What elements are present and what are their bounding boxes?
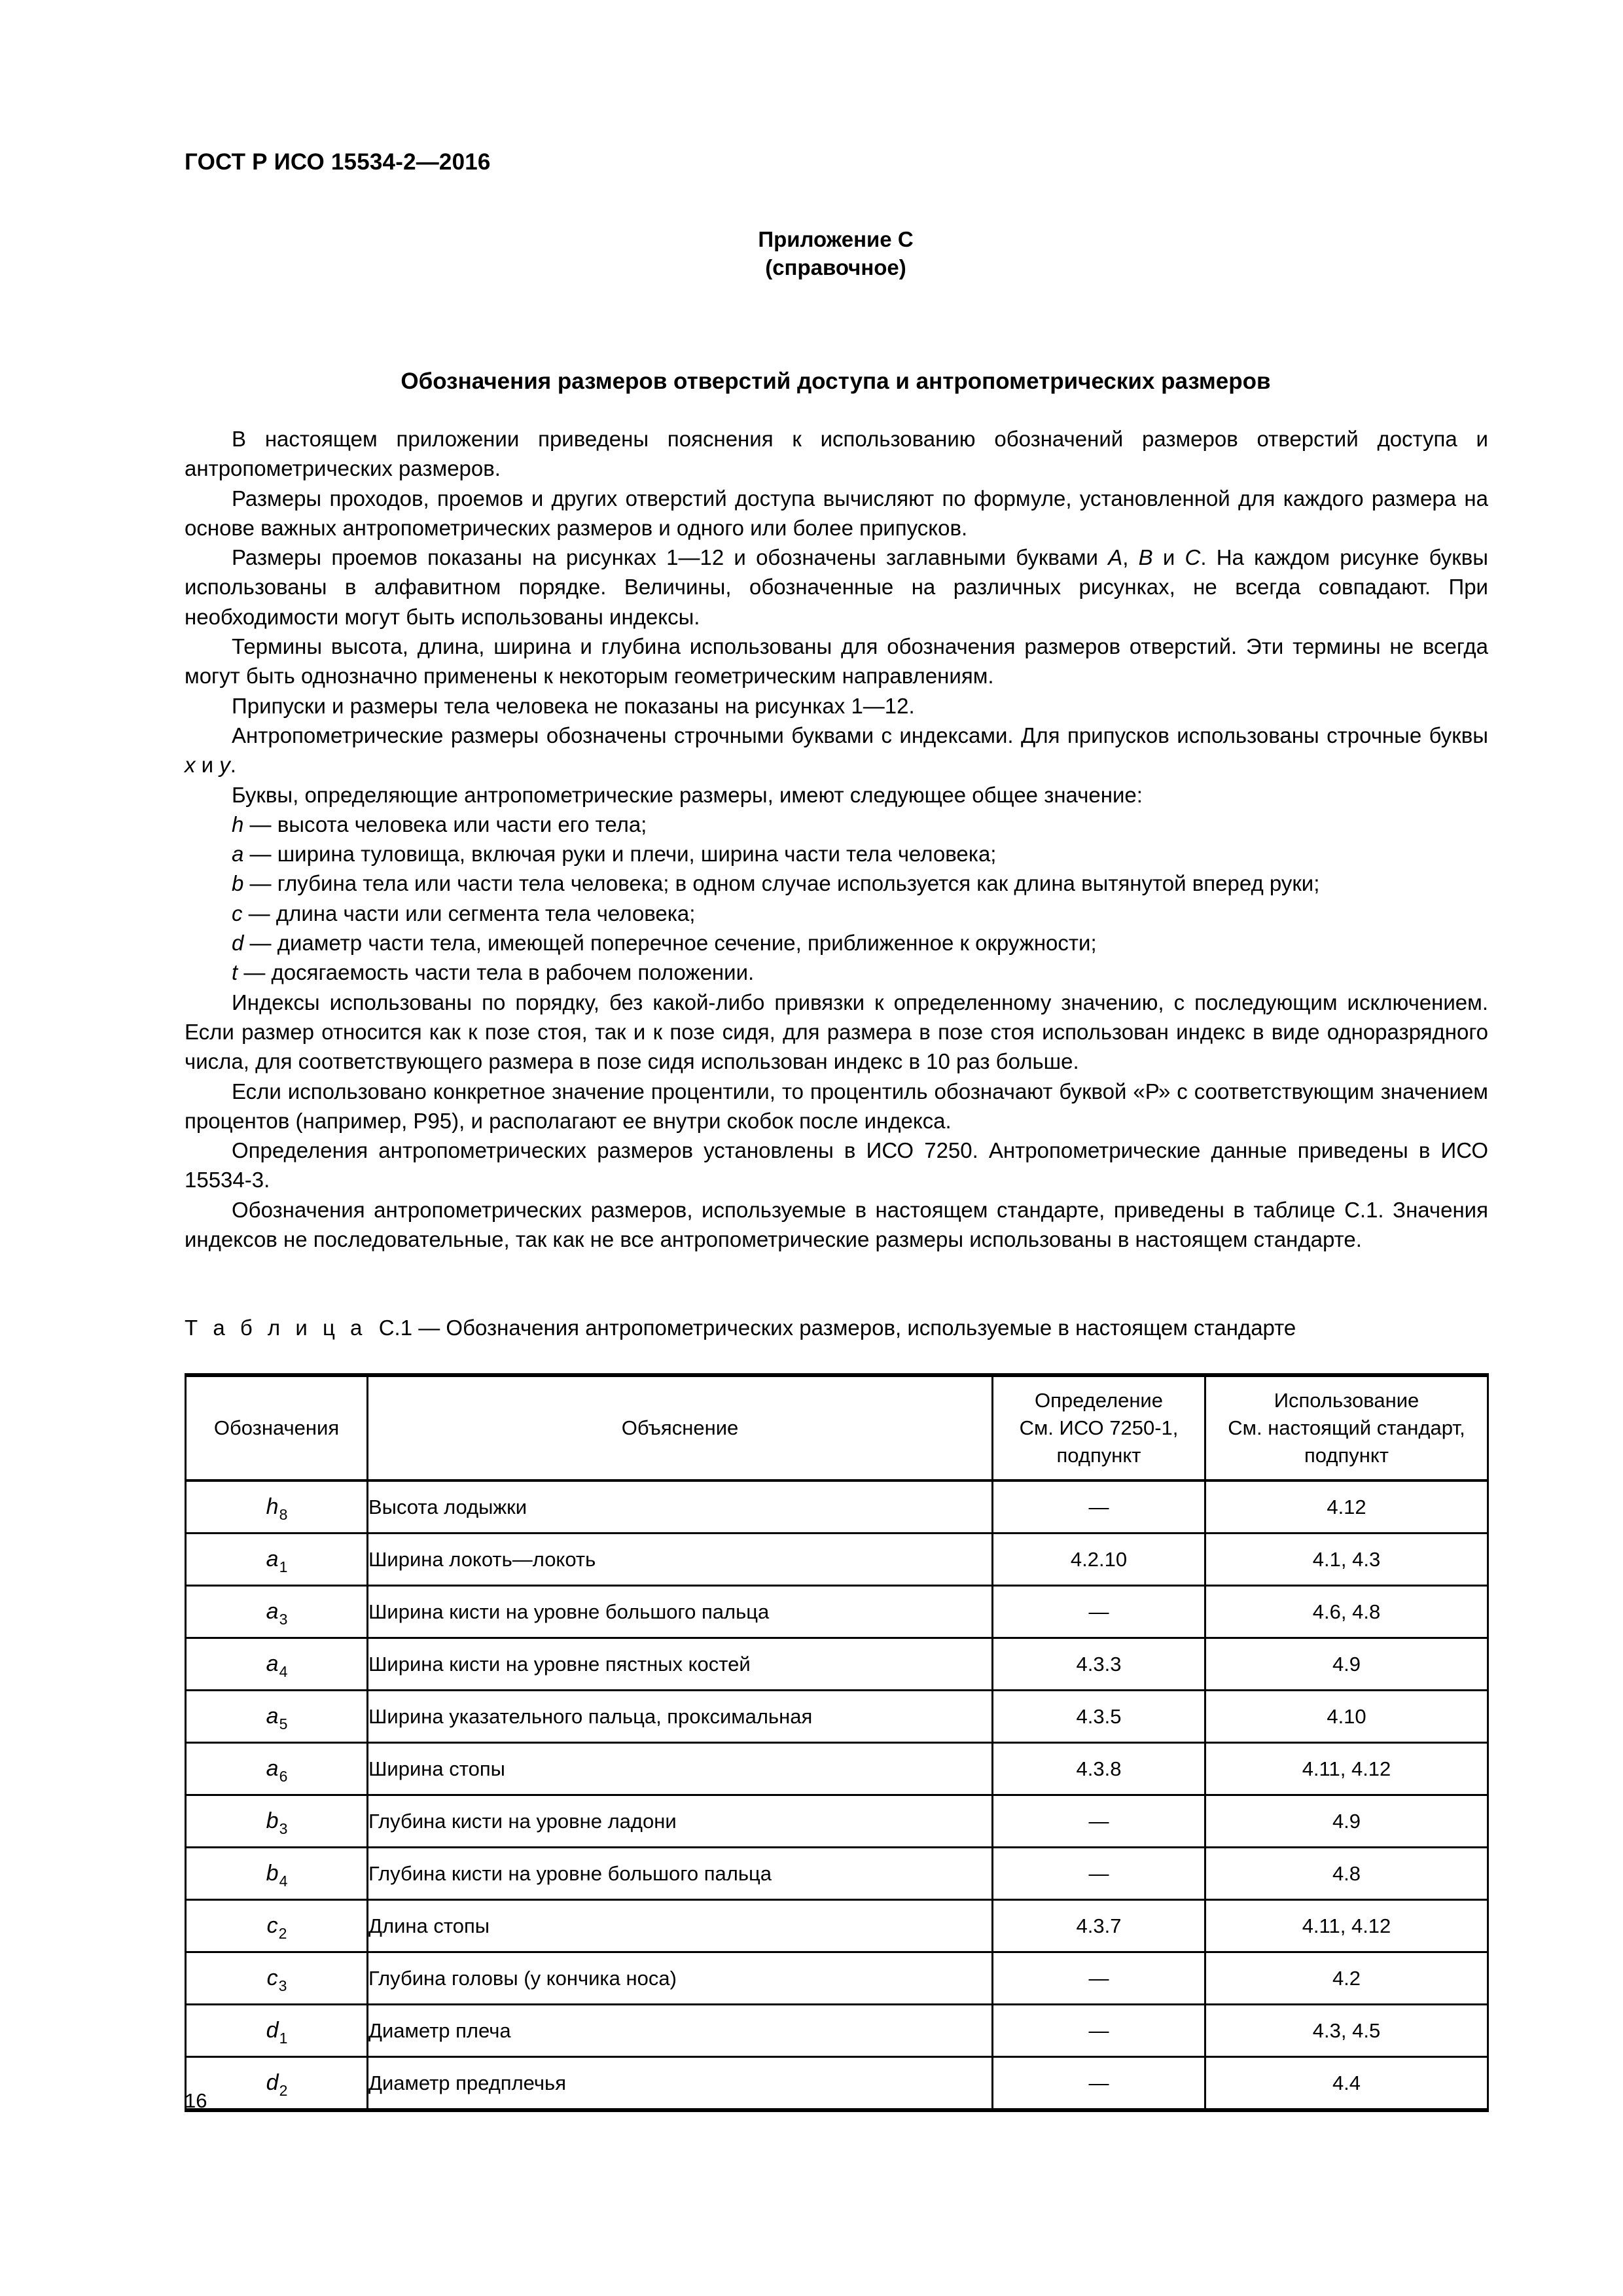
paragraph-9: Если использовано конкретное значение процентили, то процентиль обозначают буквой «Р» с соответствующим значением процентов (например, Р95), и располагают ее внутри скобок после индекса. [185,1079,1488,1133]
definition-c-symbol: c [232,901,243,925]
cell-usage: 4.9 [1205,1638,1488,1691]
cell-usage: 4.4 [1205,2057,1488,2111]
column-header-definition-line3: подпункт [1056,1444,1141,1467]
definition-t-symbol: t [232,960,238,985]
table-row [186,2005,1488,2057]
column-header-definition-line1: Определение [1034,1389,1163,1412]
column-header-definition-line2: См. ИСО 7250-1, [1019,1416,1179,1439]
cell-explanation: Ширина кисти на уровне пястных костей [368,1638,993,1691]
cell-explanation: Длина стопы [368,1900,993,1952]
table-caption-dash: — [418,1316,440,1340]
column-header-usage-line2: См. настоящий стандарт, [1228,1416,1465,1439]
cell-explanation: Глубина кисти на уровне ладони [368,1795,993,1848]
cell-definition: — [993,1952,1205,2005]
table-row [186,1691,1488,1743]
symbol-letter: c [266,1913,278,1938]
table-row [186,1586,1488,1638]
cell-designation [186,1795,368,1848]
definition-t [185,958,1488,987]
definition-b-text: — глубина тела или части тела человека; в одном случае используется как длина вытянутой вперед руки; [243,871,1320,896]
cell-designation [186,2005,368,2057]
paragraph-5: Припуски и размеры тела человека не показаны на рисунках 1—12. [232,693,915,718]
definition-a-symbol: a [232,842,244,867]
definition-d-symbol: d [232,931,244,956]
symbol-index: 6 [279,1768,288,1785]
definition-a [185,839,1488,869]
symbol-letter: d [266,2018,279,2043]
column-header-usage [1205,1375,1488,1480]
paragraph-6 [185,721,1488,780]
table-row [186,1480,1488,1534]
paragraph-3-part-a: Размеры проемов показаны на рисунках 1—12 и обозначены заглавными буквами [232,545,1109,570]
paragraph-1: В настоящем приложении приведены пояснения к использованию обозначений размеров отверстий доступа и антропометрических размеров. [185,427,1488,481]
cell-designation [186,1691,368,1743]
paragraph-6-end: . [230,753,236,778]
symbol-index: 2 [278,1925,287,1942]
paragraph-3-part-d: . На каждом рисунке буквы использованы в алфавитном порядке. Величины, обозначенные на различных рисунках, не всегда совпадают. При необходимости могут быть использованы индексы. [185,545,1488,629]
paragraph-11: Обозначения антропометрических размеров, используемые в настоящем стандарте, приведены в таблице С.1. Значения индексов не последовательные, так как не все антропометрические размеры использованы в настоящем стандарте. [185,1197,1488,1252]
cell-definition: — [993,1586,1205,1638]
cell-definition: 4.3.8 [993,1743,1205,1795]
cell-usage: 4.2 [1205,1952,1488,2005]
cell-designation [186,1638,368,1691]
symbol-index: 3 [279,1820,288,1837]
cell-definition: — [993,1480,1205,1534]
cell-usage: 4.12 [1205,1480,1488,1534]
table-caption-label: Т а б л и ц а [185,1316,367,1340]
symbol-letter: a [266,1599,279,1624]
symbol-letter: a [266,1756,279,1781]
cell-usage: 4.1, 4.3 [1205,1534,1488,1586]
symbol-letter: b [266,1808,279,1833]
table-caption-text: Обозначения антропометрических размеров, используемые в настоящем стандарте [446,1316,1296,1340]
paragraph-3-sep2: и [1152,545,1185,570]
anthropometric-designations-table [185,1373,1489,2112]
paragraph-6-part-a: Антропометрические размеры обозначены строчными буквами с индексами. Для припусков использованы строчные буквы [232,723,1488,747]
definition-a-text: — ширина туловища, включая руки и плечи, ширина части тела человека; [243,842,997,867]
cell-designation [186,1848,368,1900]
letter-c-italic: C [1185,545,1201,570]
paragraph-3 [185,543,1488,632]
letter-y-italic: y [219,753,230,778]
cell-definition: 4.3.3 [993,1638,1205,1691]
column-header-designation: Обозначения [186,1375,368,1480]
paragraph-3-sep1: , [1122,545,1139,570]
symbol-index: 4 [279,1663,288,1680]
definition-b [185,869,1488,898]
body-text [185,424,1488,1254]
cell-designation [186,1480,368,1534]
cell-usage: 4.9 [1205,1795,1488,1848]
cell-designation [186,1534,368,1586]
page-title: Обозначения размеров отверстий доступа и антропометрических размеров [401,368,1271,394]
symbol-letter: h [266,1494,279,1519]
cell-explanation: Диаметр плеча [368,2005,993,2057]
table-row [186,1848,1488,1900]
paragraph-4: Термины высота, длина, ширина и глубина использованы для обозначения размеров отверстий. Эти термины не всегда могут быть однозначно применены к некоторым геометрическим направлениям. [185,634,1488,689]
cell-explanation: Ширина стопы [368,1743,993,1795]
annex-kind: (справочное) [765,255,906,279]
cell-designation [186,1952,368,2005]
cell-usage: 4.10 [1205,1691,1488,1743]
cell-usage: 4.11, 4.12 [1205,1900,1488,1952]
symbol-index: 5 [279,1715,288,1732]
cell-usage: 4.8 [1205,1848,1488,1900]
symbol-index: 3 [279,1611,288,1628]
table-row [186,1743,1488,1795]
column-header-usage-line3: подпункт [1304,1444,1389,1467]
definition-d [185,928,1488,958]
symbol-index: 3 [278,1977,287,1994]
cell-designation [186,1743,368,1795]
cell-explanation: Ширина локоть—локоть [368,1534,993,1586]
definition-d-text: — диаметр части тела, имеющей поперечное сечение, приближенное к окружности; [243,931,1097,956]
paragraph-8: Индексы использованы по порядку, без какой-либо привязки к определенному значению, с последующим исключением. Если размер относится как к позе стоя, так и к позе сидя, для размера в позе стоя использован индекс в виде одноразрядного числа, для соответствующего размера в позе сидя использован индекс в 10 раз больше. [185,990,1488,1074]
column-header-definition [993,1375,1205,1480]
document-standard-code: ГОСТ Р ИСО 15534-2—2016 [185,149,491,175]
symbol-letter: a [266,1651,279,1676]
cell-explanation: Ширина указательного пальца, проксимальная [368,1691,993,1743]
definition-c [185,899,1488,928]
table-container [185,1373,1487,2112]
definition-b-symbol: b [232,871,244,896]
table-caption [185,1316,1296,1340]
table-body [186,1480,1488,2110]
annex-label: Приложение С [758,227,914,251]
table-caption-number: С.1 [378,1316,413,1340]
paragraph-7: Буквы, определяющие антропометрические размеры, имеют следующее общее значение: [232,782,1143,807]
table-row [186,1952,1488,2005]
definition-c-text: — длина части или сегмента тела человека; [242,901,696,925]
definition-h-symbol: h [232,812,244,836]
page-number: 16 [185,2089,207,2112]
cell-usage: 4.6, 4.8 [1205,1586,1488,1638]
symbol-letter: a [266,1547,279,1571]
symbol-index: 1 [279,1558,288,1575]
table-row [186,1795,1488,1848]
paragraph-2: Размеры проходов, проемов и других отверстий доступа вычисляют по формуле, установленной для каждого размера на основе важных антропометрических размеров и одного или более припусков. [185,486,1488,540]
definition-h-text: — высота человека или части его тела; [243,812,647,836]
cell-designation [186,2057,368,2111]
table-row [186,1534,1488,1586]
cell-explanation: Глубина головы (у кончика носа) [368,1952,993,2005]
cell-explanation: Высота лодыжки [368,1480,993,1534]
symbol-letter: c [266,1965,278,1990]
paragraph-6-sep: и [195,753,220,778]
annex-heading [185,226,1487,282]
cell-designation [186,1900,368,1952]
cell-definition: 4.3.7 [993,1900,1205,1952]
cell-usage: 4.3, 4.5 [1205,2005,1488,2057]
symbol-index: 4 [279,1873,288,1890]
table-head [186,1375,1488,1480]
table-row [186,2057,1488,2111]
cell-explanation: Глубина кисти на уровне большого пальца [368,1848,993,1900]
cell-explanation: Диаметр предплечья [368,2057,993,2111]
table-row [186,1638,1488,1691]
cell-definition: — [993,1848,1205,1900]
letter-x-italic: x [185,753,196,778]
symbol-letter: b [266,1861,279,1886]
cell-definition: — [993,1795,1205,1848]
letter-b-italic: B [1138,545,1153,570]
symbol-letter: a [266,1704,279,1729]
symbol-index: 2 [279,2082,288,2099]
cell-designation [186,1586,368,1638]
table-row [186,1900,1488,1952]
symbol-letter: d [266,2070,279,2095]
cell-definition: 4.3.5 [993,1691,1205,1743]
definition-t-text: — досягаемость части тела в рабочем положении. [238,960,755,985]
cell-usage: 4.11, 4.12 [1205,1743,1488,1795]
column-header-explanation: Объяснение [368,1375,993,1480]
cell-definition: 4.2.10 [993,1534,1205,1586]
symbol-index: 1 [279,2030,288,2047]
cell-explanation: Ширина кисти на уровне большого пальца [368,1586,993,1638]
paragraph-10: Определения антропометрических размеров установлены в ИСО 7250. Антропометрические данные приведены в ИСО 15534-3. [185,1138,1488,1193]
cell-definition: — [993,2005,1205,2057]
symbol-index: 8 [279,1506,288,1523]
definition-h [185,810,1488,839]
column-header-usage-line1: Использование [1274,1389,1419,1412]
table-header-row [186,1375,1488,1480]
letter-a-italic: A [1108,545,1123,570]
cell-definition: — [993,2057,1205,2111]
